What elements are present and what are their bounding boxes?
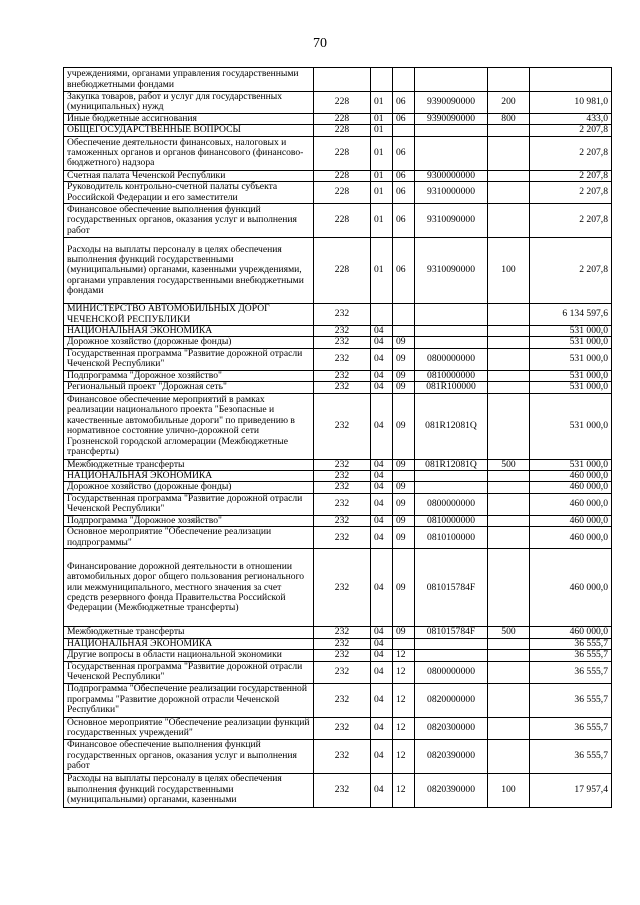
cell-section: 04 (371, 683, 393, 717)
table-row (64, 739, 612, 773)
cell-section: 01 (371, 182, 393, 204)
cell-section: 04 (371, 627, 393, 638)
cell-name: Закупка товаров, работ и услуг для государственных (муниципальных) нужд (64, 92, 314, 114)
table-row (64, 204, 612, 238)
cell-admin-code: 232 (314, 326, 371, 337)
cell-amount: 2 207,8 (530, 204, 612, 238)
cell-expense-type (488, 304, 530, 326)
cell-expense-type (488, 382, 530, 393)
cell-subsection (393, 68, 415, 92)
cell-target-article (415, 638, 488, 649)
cell-amount (530, 68, 612, 92)
cell-amount: 460 000,0 (530, 527, 612, 549)
cell-amount: 460 000,0 (530, 515, 612, 526)
cell-subsection (393, 326, 415, 337)
cell-expense-type: 800 (488, 113, 530, 124)
cell-subsection: 09 (393, 627, 415, 638)
cell-admin-code: 232 (314, 549, 371, 627)
cell-subsection: 12 (393, 683, 415, 717)
cell-amount: 531 000,0 (530, 370, 612, 381)
cell-name: Основное мероприятие "Обеспечение реализации функций государственных учреждений" (64, 717, 314, 739)
cell-expense-type (488, 182, 530, 204)
cell-admin-code: 232 (314, 527, 371, 549)
cell-name: Межбюджетные трансферты (64, 459, 314, 470)
table-row (64, 493, 612, 515)
cell-subsection: 09 (393, 382, 415, 393)
cell-subsection: 09 (393, 337, 415, 348)
cell-amount: 36 555,7 (530, 683, 612, 717)
cell-section: 04 (371, 326, 393, 337)
cell-expense-type (488, 482, 530, 493)
cell-target-article: 9310090000 (415, 204, 488, 238)
cell-amount: 460 000,0 (530, 549, 612, 627)
cell-subsection: 06 (393, 182, 415, 204)
cell-admin-code: 232 (314, 773, 371, 807)
cell-amount: 36 555,7 (530, 717, 612, 739)
cell-admin-code: 228 (314, 125, 371, 136)
cell-target-article: 9390090000 (415, 92, 488, 114)
cell-name: Основное мероприятие "Обеспечение реализации подпрограммы" (64, 527, 314, 549)
cell-target-article: 0820390000 (415, 773, 488, 807)
cell-expense-type (488, 638, 530, 649)
cell-admin-code: 232 (314, 348, 371, 370)
cell-expense-type: 200 (488, 92, 530, 114)
table-row (64, 549, 612, 627)
cell-admin-code: 232 (314, 382, 371, 393)
cell-subsection: 12 (393, 717, 415, 739)
cell-name: Финансовое обеспечение мероприятий в рамках реализации национального проекта "Безопасные и качественные автомобильные дороги" по приведению в нормативное состояние улично-дорожной сети Грозненской городской агломерации (Межбюджетные трансферты) (64, 393, 314, 459)
table-row (64, 113, 612, 124)
cell-name: учреждениями, органами управления государственными внебюджетными фондами (64, 68, 314, 92)
cell-amount: 2 207,8 (530, 182, 612, 204)
cell-section: 04 (371, 638, 393, 649)
cell-expense-type (488, 515, 530, 526)
cell-name: Финансовое обеспечение выполнения функций государственных органов, оказания услуг и выполнения работ (64, 204, 314, 238)
cell-section: 01 (371, 238, 393, 304)
table-row (64, 68, 612, 92)
cell-expense-type (488, 393, 530, 459)
cell-target-article: 0810000000 (415, 370, 488, 381)
cell-subsection: 09 (393, 459, 415, 470)
table-row (64, 459, 612, 470)
cell-expense-type (488, 125, 530, 136)
cell-admin-code (314, 68, 371, 92)
cell-amount: 531 000,0 (530, 459, 612, 470)
cell-amount: 36 555,7 (530, 650, 612, 661)
cell-section: 04 (371, 393, 393, 459)
cell-subsection: 09 (393, 482, 415, 493)
cell-expense-type (488, 527, 530, 549)
cell-name: Подпрограмма "Дорожное хозяйство" (64, 370, 314, 381)
cell-section: 04 (371, 549, 393, 627)
cell-admin-code: 232 (314, 661, 371, 683)
cell-subsection: 06 (393, 170, 415, 181)
cell-section: 01 (371, 125, 393, 136)
cell-subsection: 12 (393, 739, 415, 773)
cell-target-article (415, 304, 488, 326)
cell-section (371, 304, 393, 326)
cell-target-article: 081015784F (415, 549, 488, 627)
table-row (64, 92, 612, 114)
cell-subsection: 06 (393, 238, 415, 304)
cell-expense-type (488, 204, 530, 238)
cell-expense-type (488, 370, 530, 381)
cell-amount: 531 000,0 (530, 382, 612, 393)
cell-amount: 460 000,0 (530, 493, 612, 515)
cell-target-article: 0820390000 (415, 739, 488, 773)
cell-admin-code: 232 (314, 482, 371, 493)
cell-expense-type (488, 348, 530, 370)
cell-expense-type (488, 493, 530, 515)
table-row (64, 627, 612, 638)
cell-subsection (393, 471, 415, 482)
cell-name: Государственная программа "Развитие дорожной отрасли Чеченской Республики" (64, 661, 314, 683)
cell-section (371, 68, 393, 92)
cell-subsection: 09 (393, 493, 415, 515)
cell-amount: 36 555,7 (530, 638, 612, 649)
cell-target-article: 9310090000 (415, 238, 488, 304)
cell-admin-code: 232 (314, 627, 371, 638)
cell-admin-code: 228 (314, 92, 371, 114)
cell-target-article: 081R12081Q (415, 393, 488, 459)
cell-name: Руководитель контрольно-счетной палаты субъекта Российской Федерации и его заместители (64, 182, 314, 204)
cell-admin-code: 228 (314, 136, 371, 170)
cell-section: 01 (371, 113, 393, 124)
cell-subsection: 09 (393, 348, 415, 370)
cell-expense-type (488, 471, 530, 482)
cell-section: 04 (371, 337, 393, 348)
table-row (64, 337, 612, 348)
cell-amount: 6 134 597,6 (530, 304, 612, 326)
cell-subsection: 09 (393, 515, 415, 526)
cell-amount: 460 000,0 (530, 627, 612, 638)
table-row (64, 393, 612, 459)
cell-name: Финансирование дорожной деятельности в отношении автомобильных дорог общего пользования регионального или межмуниципального, местного значения за счет средств резервного фонда Правительства Российской Федерации (Межбюджетные трансферты) (64, 549, 314, 627)
cell-target-article (415, 326, 488, 337)
cell-amount: 2 207,8 (530, 170, 612, 181)
cell-admin-code: 232 (314, 683, 371, 717)
cell-section: 04 (371, 471, 393, 482)
cell-admin-code: 232 (314, 515, 371, 526)
cell-expense-type (488, 661, 530, 683)
cell-target-article: 081R100000 (415, 382, 488, 393)
cell-admin-code: 232 (314, 717, 371, 739)
cell-section: 04 (371, 370, 393, 381)
page-number: 70 (313, 36, 327, 51)
cell-amount: 17 957,4 (530, 773, 612, 807)
cell-name: Обеспечение деятельности финансовых, налоговых и таможенных органов и органов финансового (финансово-бюджетного) надзора (64, 136, 314, 170)
cell-amount: 2 207,8 (530, 238, 612, 304)
table-row (64, 683, 612, 717)
cell-name: Расходы на выплаты персоналу в целях обеспечения выполнения функций государственными (муниципальными) органами, казенными (64, 773, 314, 807)
cell-section: 01 (371, 136, 393, 170)
cell-admin-code: 232 (314, 471, 371, 482)
cell-target-article (415, 650, 488, 661)
budget-table (63, 67, 612, 808)
cell-target-article (415, 136, 488, 170)
cell-name: ОБЩЕГОСУДАРСТВЕННЫЕ ВОПРОСЫ (64, 125, 314, 136)
cell-admin-code: 228 (314, 113, 371, 124)
cell-target-article: 0800000000 (415, 493, 488, 515)
cell-subsection: 09 (393, 370, 415, 381)
cell-target-article: 0800000000 (415, 348, 488, 370)
cell-expense-type (488, 68, 530, 92)
table-row (64, 304, 612, 326)
table-row (64, 370, 612, 381)
cell-target-article: 0820000000 (415, 683, 488, 717)
cell-name: Государственная программа "Развитие дорожной отрасли Чеченской Республики" (64, 348, 314, 370)
cell-admin-code: 232 (314, 370, 371, 381)
cell-target-article: 0820300000 (415, 717, 488, 739)
cell-section: 04 (371, 661, 393, 683)
cell-admin-code: 232 (314, 393, 371, 459)
cell-amount: 10 981,0 (530, 92, 612, 114)
cell-subsection: 06 (393, 92, 415, 114)
cell-admin-code: 228 (314, 238, 371, 304)
cell-expense-type: 100 (488, 773, 530, 807)
cell-section: 04 (371, 515, 393, 526)
cell-target-article: 0810000000 (415, 515, 488, 526)
table-row (64, 471, 612, 482)
cell-subsection: 12 (393, 650, 415, 661)
cell-admin-code: 228 (314, 170, 371, 181)
cell-name: Подпрограмма "Дорожное хозяйство" (64, 515, 314, 526)
cell-target-article: 081R12081Q (415, 459, 488, 470)
cell-amount: 2 207,8 (530, 125, 612, 136)
cell-section: 01 (371, 92, 393, 114)
cell-subsection: 06 (393, 136, 415, 170)
cell-section: 04 (371, 527, 393, 549)
table-row (64, 326, 612, 337)
cell-name: Межбюджетные трансферты (64, 627, 314, 638)
cell-target-article (415, 471, 488, 482)
cell-section: 04 (371, 348, 393, 370)
cell-subsection: 06 (393, 204, 415, 238)
cell-admin-code: 232 (314, 650, 371, 661)
table-row (64, 515, 612, 526)
cell-expense-type (488, 739, 530, 773)
cell-target-article (415, 337, 488, 348)
cell-expense-type: 500 (488, 459, 530, 470)
cell-amount: 460 000,0 (530, 471, 612, 482)
table-row (64, 717, 612, 739)
cell-target-article (415, 68, 488, 92)
cell-section: 01 (371, 170, 393, 181)
table-row (64, 638, 612, 649)
cell-expense-type (488, 170, 530, 181)
cell-name: Подпрограмма "Обеспечение реализации государственной программы "Развитие дорожной отрасли Чеченской Республики" (64, 683, 314, 717)
table-row (64, 238, 612, 304)
cell-amount: 36 555,7 (530, 661, 612, 683)
cell-section: 04 (371, 482, 393, 493)
cell-subsection: 06 (393, 113, 415, 124)
cell-expense-type (488, 650, 530, 661)
cell-expense-type (488, 337, 530, 348)
cell-amount: 460 000,0 (530, 482, 612, 493)
cell-name: МИНИСТЕРСТВО АВТОМОБИЛЬНЫХ ДОРОГ ЧЕЧЕНСКОЙ РЕСПУБЛИКИ (64, 304, 314, 326)
cell-subsection (393, 304, 415, 326)
cell-section: 04 (371, 717, 393, 739)
table-row (64, 182, 612, 204)
table-row (64, 136, 612, 170)
cell-target-article: 0800000000 (415, 661, 488, 683)
cell-expense-type (488, 683, 530, 717)
table-row (64, 773, 612, 807)
cell-admin-code: 232 (314, 638, 371, 649)
cell-subsection: 12 (393, 773, 415, 807)
cell-admin-code: 232 (314, 337, 371, 348)
cell-amount: 531 000,0 (530, 326, 612, 337)
cell-subsection: 09 (393, 549, 415, 627)
cell-target-article (415, 482, 488, 493)
cell-target-article (415, 125, 488, 136)
cell-expense-type (488, 326, 530, 337)
table-row (64, 382, 612, 393)
cell-name: Иные бюджетные ассигнования (64, 113, 314, 124)
cell-target-article: 9300000000 (415, 170, 488, 181)
cell-amount: 2 207,8 (530, 136, 612, 170)
table-row (64, 661, 612, 683)
cell-target-article: 081015784F (415, 627, 488, 638)
cell-name: Дорожное хозяйство (дорожные фонды) (64, 337, 314, 348)
table-row (64, 482, 612, 493)
cell-subsection: 09 (393, 393, 415, 459)
cell-target-article: 9310000000 (415, 182, 488, 204)
cell-name: Другие вопросы в области национальной экономики (64, 650, 314, 661)
cell-amount: 531 000,0 (530, 348, 612, 370)
cell-name: Региональный проект "Дорожная сеть" (64, 382, 314, 393)
cell-subsection: 09 (393, 527, 415, 549)
cell-section: 04 (371, 493, 393, 515)
cell-target-article: 0810100000 (415, 527, 488, 549)
cell-section: 01 (371, 204, 393, 238)
cell-expense-type (488, 717, 530, 739)
table-row (64, 650, 612, 661)
cell-expense-type: 500 (488, 627, 530, 638)
cell-name: Дорожное хозяйство (дорожные фонды) (64, 482, 314, 493)
cell-name: Расходы на выплаты персоналу в целях обеспечения выполнения функций государственными (муниципальными) органами, казенными учреждениями, органами управления государственными внебюджетными фондами (64, 238, 314, 304)
cell-section: 04 (371, 650, 393, 661)
cell-section: 04 (371, 459, 393, 470)
table-row (64, 348, 612, 370)
cell-admin-code: 228 (314, 204, 371, 238)
cell-name: НАЦИОНАЛЬНАЯ ЭКОНОМИКА (64, 638, 314, 649)
cell-name: Финансовое обеспечение выполнения функций государственных органов, оказания услуг и выполнения работ (64, 739, 314, 773)
cell-section: 04 (371, 773, 393, 807)
cell-expense-type: 100 (488, 238, 530, 304)
cell-section: 04 (371, 739, 393, 773)
cell-admin-code: 228 (314, 182, 371, 204)
cell-expense-type (488, 549, 530, 627)
budget-table-body (64, 68, 612, 808)
cell-amount: 433,0 (530, 113, 612, 124)
cell-name: Государственная программа "Развитие дорожной отрасли Чеченской Республики" (64, 493, 314, 515)
cell-amount: 36 555,7 (530, 739, 612, 773)
cell-target-article: 9390090000 (415, 113, 488, 124)
cell-name: НАЦИОНАЛЬНАЯ ЭКОНОМИКА (64, 326, 314, 337)
cell-expense-type (488, 136, 530, 170)
cell-admin-code: 232 (314, 493, 371, 515)
cell-subsection (393, 638, 415, 649)
table-row (64, 170, 612, 181)
cell-name: Счетная палата Чеченской Республики (64, 170, 314, 181)
cell-section: 04 (371, 382, 393, 393)
table-row (64, 527, 612, 549)
cell-subsection (393, 125, 415, 136)
cell-admin-code: 232 (314, 459, 371, 470)
table-row (64, 125, 612, 136)
cell-admin-code: 232 (314, 739, 371, 773)
cell-name: НАЦИОНАЛЬНАЯ ЭКОНОМИКА (64, 471, 314, 482)
cell-amount: 531 000,0 (530, 393, 612, 459)
cell-admin-code: 232 (314, 304, 371, 326)
cell-subsection: 12 (393, 661, 415, 683)
cell-amount: 531 000,0 (530, 337, 612, 348)
